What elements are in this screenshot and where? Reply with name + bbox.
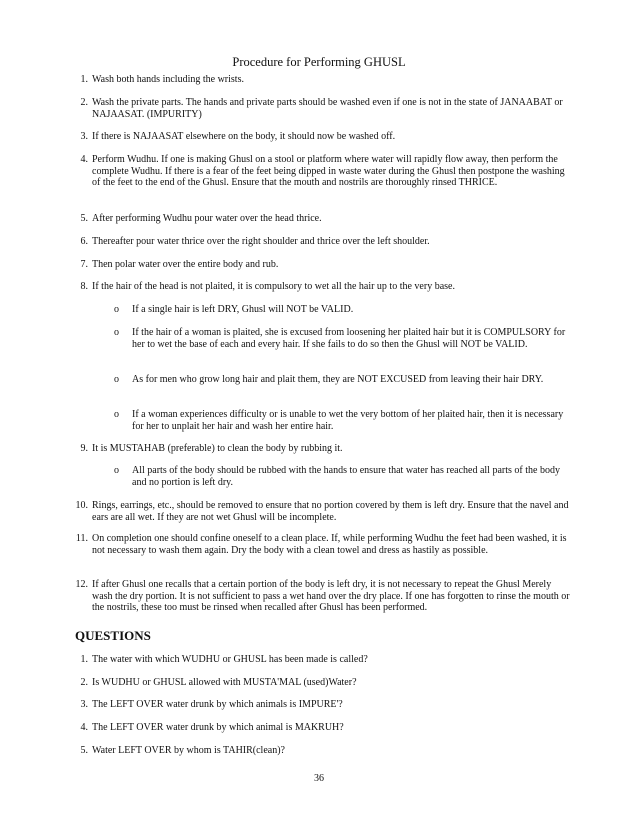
item-number: 11.	[75, 533, 88, 544]
question-number: 1.	[80, 654, 88, 665]
question-number: 5.	[80, 745, 88, 756]
list-item	[80, 74, 572, 86]
list-item	[80, 97, 572, 120]
item-number: 9.	[80, 443, 88, 454]
sub-item-text: As for men who grow long hair and plait them, they are NOT EXCUSED from leaving their hair DRY.	[132, 374, 544, 385]
item-text: Perform Wudhu. If one is making Ghusl on a stool or platform where water will rapidly flow away, then perform the complete Wudhu. If there is a fear of the feet being dipped in waste water during the Ghusl then postpone the washing of the feet to the end of the Ghusl. Ensure that the mouth and nostrils are thoroughly rinsed THRICE.	[92, 154, 565, 189]
question-number: 2.	[80, 677, 88, 688]
item-text: After performing Wudhu pour water over the head thrice.	[92, 213, 322, 224]
item-number: 12.	[75, 579, 88, 590]
question-text: The water with which WUDHU or GHUSL has been made is called?	[92, 654, 368, 665]
sub-list-item	[114, 465, 568, 488]
question-item	[80, 654, 572, 666]
list-item	[75, 500, 572, 523]
sub-list-item	[114, 374, 568, 386]
item-number: 2.	[80, 97, 88, 108]
question-item	[80, 722, 572, 734]
item-text: It is MUSTAHAB (preferable) to clean the body by rubbing it.	[92, 443, 343, 454]
item-text: If the hair of the head is not plaited, it is compulsory to wet all the hair up to the very base.	[92, 281, 455, 292]
question-number: 3.	[80, 699, 88, 710]
item-text: Wash both hands including the wrists.	[92, 74, 244, 85]
item-number: 8.	[80, 281, 88, 292]
item-text: If after Ghusl one recalls that a certain portion of the body is left dry, it is not necessary to repeat the Ghusl Merely wash the dry portion. It is not sufficient to pass a wet hand over the dry place. If one has forgotten to rinse the mouth or the nostrils, these too must be rinsed when recalled after Ghusl has been performed.	[92, 579, 570, 614]
item-number: 7.	[80, 259, 88, 270]
bullet-icon: o	[114, 465, 119, 476]
question-item	[80, 677, 572, 689]
question-item	[80, 699, 572, 711]
list-item	[75, 579, 572, 614]
question-text: The LEFT OVER water drunk by which animal is MAKRUH?	[92, 722, 344, 733]
list-item	[80, 259, 572, 271]
item-text: If there is NAJAASAT elsewhere on the body, it should now be washed off.	[92, 131, 396, 142]
list-item	[80, 443, 572, 455]
item-text: Wash the private parts. The hands and private parts should be washed even if one is not in the state of JANAABAT or NAJAASAT. (IMPURITY)	[92, 97, 563, 120]
sub-list-item	[114, 327, 568, 350]
page-title: Procedure for Performing GHUSL	[232, 55, 406, 69]
item-text: On completion one should confine oneself to a clean place. If, while performing Wudhu the feet had been washed, it is not necessary to wash them again. Dry the body with a clean towel and dress as hastily as possible.	[92, 533, 567, 556]
questions-heading: QUESTIONS	[75, 628, 151, 643]
question-text: Is WUDHU or GHUSL allowed with MUSTA'MAL (used)Water?	[92, 677, 357, 688]
list-item	[80, 213, 572, 225]
question-text: The LEFT OVER water drunk by which animals is IMPURE'?	[92, 699, 343, 710]
sub-item-text: If a woman experiences difficulty or is unable to wet the very bottom of her plaited hair, then it is necessary for her to unplait her hair and wash her entire hair.	[132, 409, 564, 432]
item-number: 4.	[80, 154, 88, 165]
item-text: Thereafter pour water thrice over the right shoulder and thrice over the left shoulder.	[92, 236, 430, 247]
item-number: 10.	[75, 500, 88, 511]
sub-list-item	[114, 304, 568, 316]
sub-item-text: All parts of the body should be rubbed with the hands to ensure that water has reached all parts of the body and no portion is left dry.	[132, 465, 560, 488]
list-item	[80, 154, 572, 189]
sub-item-text: If a single hair is left DRY, Ghusl will NOT be VALID.	[132, 304, 354, 315]
item-number: 3.	[80, 131, 88, 142]
bullet-icon: o	[114, 327, 119, 338]
list-item	[80, 131, 572, 143]
list-item	[80, 236, 572, 248]
bullet-icon: o	[114, 374, 119, 385]
item-text: Rings, earrings, etc., should be removed to ensure that no portion covered by them is left dry. Ensure that the navel and ears are all wet. If they are not wet Ghusl will be incomplete.	[92, 500, 569, 523]
item-text: Then polar water over the entire body and rub.	[92, 259, 279, 270]
question-number: 4.	[80, 722, 88, 733]
item-number: 1.	[80, 74, 88, 85]
item-number: 5.	[80, 213, 88, 224]
question-text: Water LEFT OVER by whom is TAHIR(clean)?	[92, 745, 285, 756]
item-number: 6.	[80, 236, 88, 247]
sub-list-item	[114, 409, 568, 432]
bullet-icon: o	[114, 304, 119, 315]
question-item	[80, 745, 572, 757]
page-number: 36	[314, 773, 324, 784]
list-item	[80, 281, 572, 293]
sub-item-text: If the hair of a woman is plaited, she is excused from loosening her plaited hair but it is COMPULSORY for her to wet the base of each and every hair. If she fails to do so then the Ghusl will NOT be VALID.	[132, 327, 566, 350]
bullet-icon: o	[114, 409, 119, 420]
list-item	[75, 533, 572, 556]
